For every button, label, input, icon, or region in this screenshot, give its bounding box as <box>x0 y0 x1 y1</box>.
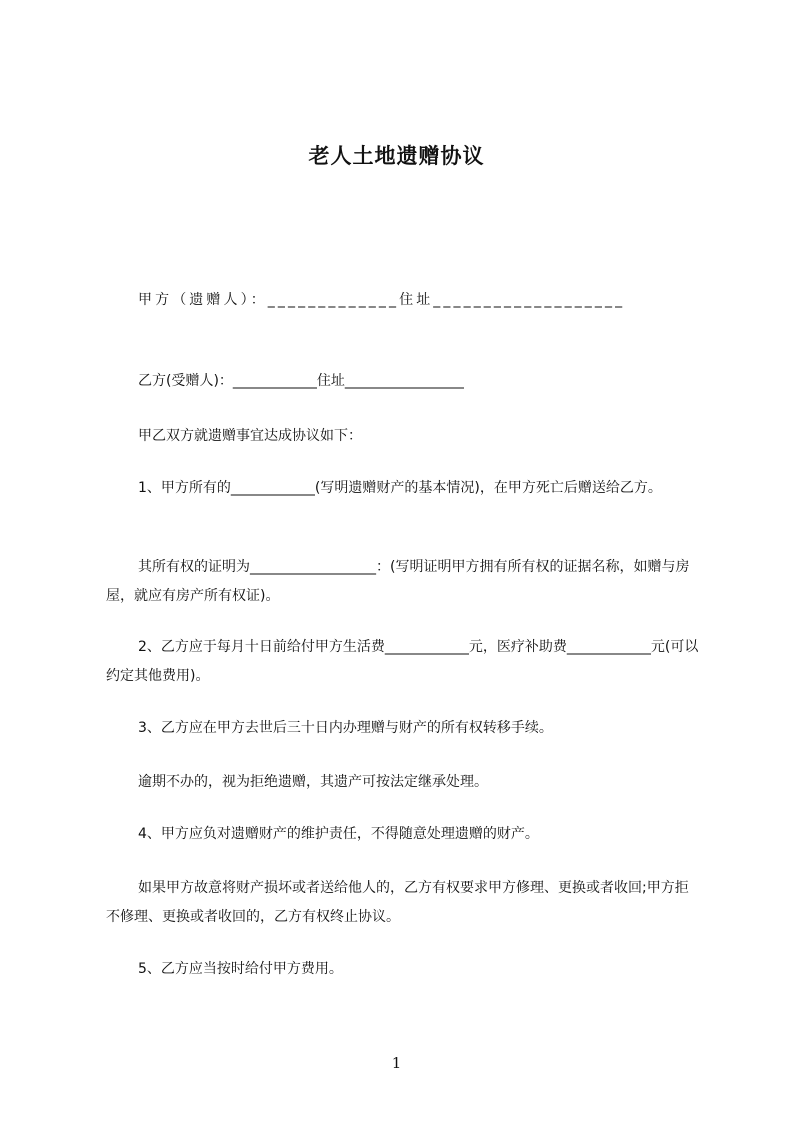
clause-3: 3、乙方应在甲方去世后三十日内办理赠与财产的所有权转移手续。 <box>138 720 553 736</box>
agreement-intro: 甲乙双方就遗赠事宜达成协议如下： <box>138 428 362 444</box>
clause-2: 2、乙方应于每月十日前给付甲方生活费____________元，医疗补助费____________元(可以约定其他费用)。 <box>106 639 699 684</box>
clause-5: 5、乙方应当按时给付甲方费用。 <box>138 961 343 977</box>
party-b-line: 乙方(受赠人)：____________住址_________________ <box>138 373 464 389</box>
party-a-line: 甲方（遗赠人）：_____________住址___________________ <box>138 292 626 308</box>
clause-4: 4、甲方应负对遗赠财产的维护责任，不得随意处理遗赠的财产。 <box>138 826 539 842</box>
clause-1-proof: 其所有权的证明为__________________：(写明证明甲方拥有所有权的证据名称，如赠与房屋，就应有房产所有权证)。 <box>106 559 690 604</box>
clause-1: 1、甲方所有的____________(写明遗赠财产的基本情况)，在甲方死亡后赠送给乙方。 <box>138 480 662 496</box>
document-title: 老人土地遗赠协议 <box>308 144 485 168</box>
page-number: 1 <box>391 1054 402 1072</box>
clause-3-note: 逾期不办的，视为拒绝遗赠，其遗产可按法定继承处理。 <box>138 774 488 790</box>
clause-4-note: 如果甲方故意将财产损坏或者送给他人的，乙方有权要求甲方修理、更换或者收回;甲方拒不修理、更换或者收回的，乙方有权终止协议。 <box>106 880 689 925</box>
